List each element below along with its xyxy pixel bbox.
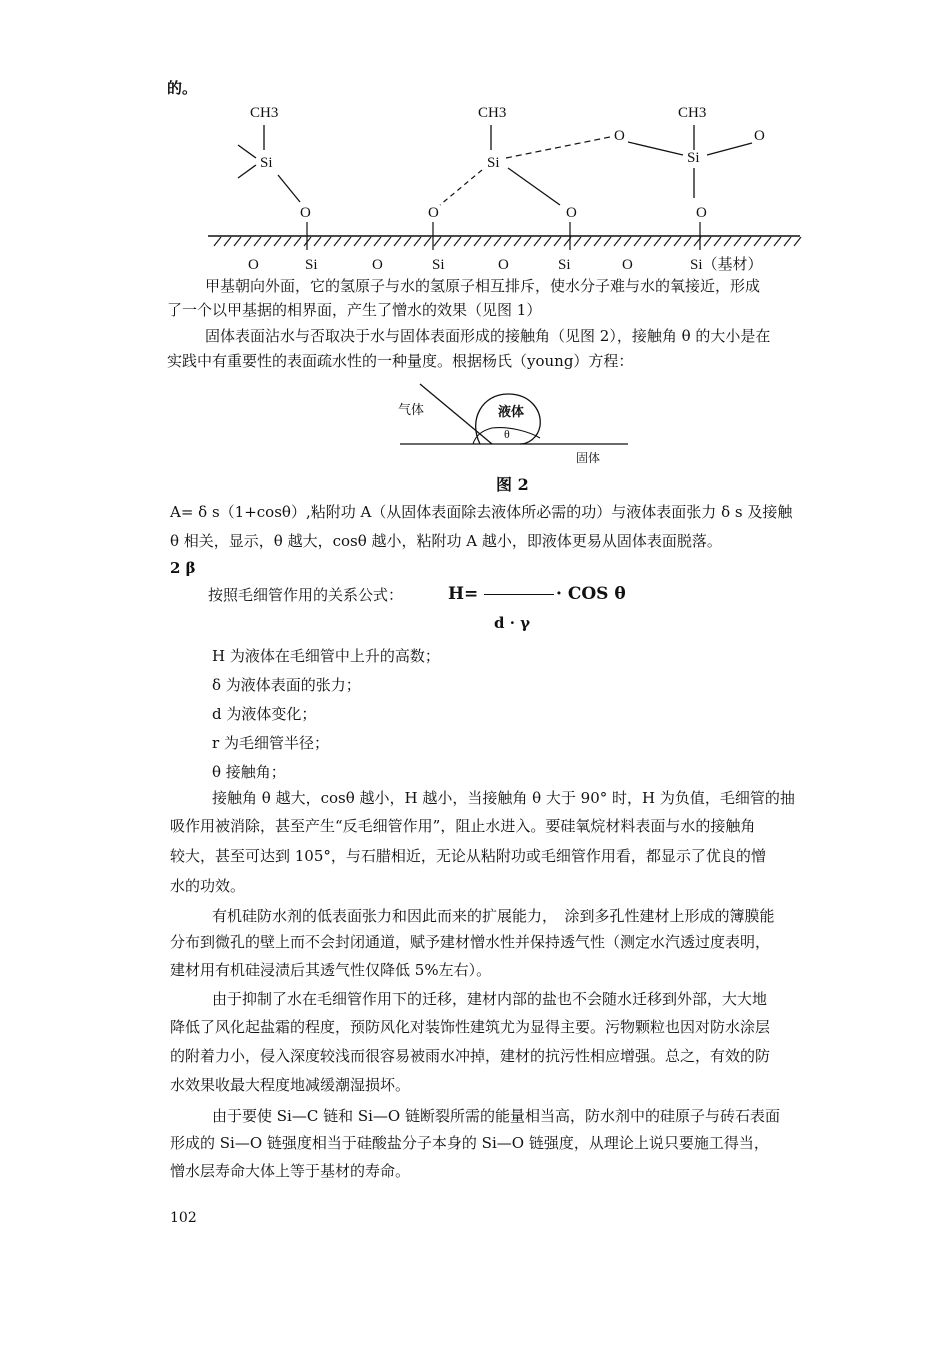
para4-line1: 接触角 θ 越大，cosθ 越小，H 越小，当接触角 θ 大于 90° 时，H 为负值，毛细管的抽 xyxy=(212,789,795,807)
o-label-si3-right: O xyxy=(754,128,765,144)
substrate-hatch-mark xyxy=(444,237,451,246)
surface-si-1: Si xyxy=(305,257,318,273)
formula-rhs: · COS θ xyxy=(556,584,626,604)
substrate-hatch-mark xyxy=(514,237,521,246)
si-label-1: Si xyxy=(260,155,273,171)
substrate-hatch-mark xyxy=(594,237,601,246)
surface-si-substrate: Si（基材） xyxy=(690,257,763,273)
o-label-2: O xyxy=(428,205,439,221)
substrate-hatch-mark xyxy=(544,237,551,246)
ch3-label-2: CH3 xyxy=(478,105,507,121)
liquid-label: 液体 xyxy=(498,404,525,419)
substrate-hatch-mark xyxy=(714,237,721,246)
substrate-hatch-mark xyxy=(524,237,531,246)
figure-2-caption: 图 2 xyxy=(496,475,529,494)
substrate-hatch-mark xyxy=(464,237,471,246)
substrate-hatch-mark xyxy=(534,237,541,246)
solid-label: 固体 xyxy=(576,451,601,465)
substrate-hatch-mark xyxy=(404,237,411,246)
substrate-hatch-mark xyxy=(244,237,251,246)
o-label-4: O xyxy=(696,205,707,221)
top-fragment: 的。 xyxy=(167,79,198,97)
substrate-hatch-mark xyxy=(284,237,291,246)
substrate-hatch-mark xyxy=(584,237,591,246)
substrate-hatch-mark xyxy=(474,237,481,246)
para3-line2: θ 相关，显示，θ 越大，cosθ 越小，粘附功 A 越小，即液体更易从固体表面脱落。 xyxy=(170,532,722,550)
substrate-hatch-mark xyxy=(354,237,361,246)
substrate-hatch-mark xyxy=(374,237,381,246)
substrate-hatch-mark xyxy=(484,237,491,246)
substrate-hatch-mark xyxy=(234,237,241,246)
substrate-hatch-mark xyxy=(364,237,371,246)
substrate-hatch-mark xyxy=(274,237,281,246)
surface-si-3: Si xyxy=(558,257,571,273)
substrate-hatch-mark xyxy=(384,237,391,246)
substrate-hatch-mark xyxy=(664,237,671,246)
para7-line3: 憎水层寿命大体上等于基材的寿命。 xyxy=(170,1162,411,1180)
para7-line1: 由于要使 Si—C 链和 Si—O 链断裂所需的能量相当高，防水剂中的硅原子与砖石表面 xyxy=(212,1107,780,1125)
para1-line1: 甲基朝向外面，它的氢原子与水的氢原子相互排斥，使水分子难与水的氧接近，形成 xyxy=(205,277,761,295)
definition-delta: δ 为液体表面的张力； xyxy=(212,676,361,694)
para4-line2: 吸作用被消除，甚至产生“反毛细管作用”，阻止水进入。要硅氧烷材料表面与水的接触角 xyxy=(170,817,756,835)
substrate-hatch-mark xyxy=(394,237,401,246)
surface-o-1: O xyxy=(248,257,259,273)
definition-r: r 为毛细管半径； xyxy=(212,734,329,752)
figure-2-contact-angle xyxy=(380,380,650,470)
formula-denominator: d · γ xyxy=(494,614,531,632)
definition-d: d 为液体变化； xyxy=(212,705,317,723)
substrate-hatch-mark xyxy=(494,237,501,246)
substrate-hatch-mark xyxy=(654,237,661,246)
para6-line2: 降低了风化起盐霜的程度，预防风化对装饰性建筑尤为显得主要。污物颗粒也因对防水涂层 xyxy=(170,1018,771,1036)
para5-line1: 有机硅防水剂的低表面张力和因此而来的扩展能力， 涂到多孔性建材上形成的簿膜能 xyxy=(212,907,775,925)
theta-label: θ xyxy=(504,427,510,441)
definition-h: H 为液体在毛细管中上升的高数； xyxy=(212,647,440,665)
substrate-hatch-mark xyxy=(454,237,461,246)
substrate-hatch-mark xyxy=(314,237,321,246)
substrate-hatch-mark xyxy=(224,237,231,246)
o-label-1: O xyxy=(300,205,311,221)
para6-line1: 由于抑制了水在毛细管作用下的迁移，建材内部的盐也不会随水迁移到外部，大大地 xyxy=(212,990,768,1008)
surface-o-4: O xyxy=(622,257,633,273)
gas-label: 气体 xyxy=(398,402,425,417)
para6-line4: 水效果收最大程度地减缓潮湿损坏。 xyxy=(170,1076,411,1094)
definition-theta: θ 接触角； xyxy=(212,763,286,781)
para3-line3: 2 β xyxy=(170,559,196,577)
substrate-hatch-mark xyxy=(704,237,711,246)
figure-1-siloxane-structure xyxy=(0,0,950,280)
substrate-hatch-mark xyxy=(214,237,221,246)
page-number: 102 xyxy=(170,1210,197,1226)
substrate-hatch-mark xyxy=(744,237,751,246)
para3-line1: A= δ s（1+cosθ）,粘附功 A（从固体表面除去液体所必需的功）与液体表面张力 δ s 及接触 xyxy=(170,503,793,521)
substrate-hatch-mark xyxy=(674,237,681,246)
substrate-hatch-mark xyxy=(554,237,561,246)
substrate-hatch-mark xyxy=(624,237,631,246)
substrate-hatch-mark xyxy=(754,237,761,246)
si-label-2: Si xyxy=(487,155,500,171)
substrate-hatch-mark xyxy=(644,237,651,246)
fraction-bar xyxy=(484,594,554,595)
substrate-hatch-mark xyxy=(294,237,301,246)
substrate-hatch-mark xyxy=(334,237,341,246)
para5-line3: 建材用有机硅浸渍后其透气性仅降低 5%左右）。 xyxy=(170,961,492,979)
ch3-label-3: CH3 xyxy=(678,105,707,121)
surface-si-2: Si xyxy=(432,257,445,273)
substrate-hatch-mark xyxy=(324,237,331,246)
substrate-hatch-mark xyxy=(734,237,741,246)
substrate-hatch-mark xyxy=(634,237,641,246)
para1-line2: 了一个以甲基据的相界面，产生了憎水的效果（见图 1） xyxy=(167,301,542,319)
substrate-hatch-mark xyxy=(434,237,441,246)
substrate-hatch-mark xyxy=(774,237,781,246)
surface-o-3: O xyxy=(498,257,509,273)
substrate-hatch-mark xyxy=(794,237,801,246)
substrate-hatch-mark xyxy=(784,237,791,246)
para4-line4: 水的功效。 xyxy=(170,877,246,895)
substrate-hatch-mark xyxy=(254,237,261,246)
para2-line2: 实践中有重要性的表面疏水性的一种量度。根据杨氏（young）方程： xyxy=(167,352,634,370)
substrate-hatch-mark xyxy=(504,237,511,246)
substrate-hatch-mark xyxy=(684,237,691,246)
para4-line3: 较大，甚至可达到 105°，与石腊相近，无论从粘附功或毛细管作用看，都显示了优良的憎 xyxy=(170,847,766,865)
o-label-bridge: O xyxy=(614,128,625,144)
o-label-3: O xyxy=(566,205,577,221)
para5-line2: 分布到微孔的壁上而不会封闭通道，赋予建材憎水性并保持透气性（测定水汽透过度表明， xyxy=(170,933,771,951)
substrate-hatch-mark xyxy=(764,237,771,246)
para7-line2: 形成的 Si—O 链强度相当于硅酸盐分子本身的 Si—O 链强度，从理论上说只要施工得当， xyxy=(170,1134,769,1152)
si-label-3: Si xyxy=(687,150,700,166)
ch3-label-1: CH3 xyxy=(250,105,279,121)
substrate-hatch-mark xyxy=(724,237,731,246)
formula-intro: 按照毛细管作用的关系公式： xyxy=(208,586,404,604)
para6-line3: 的附着力小，侵入深度较浅而很容易被雨水冲掉，建材的抗污性相应增强。总之，有效的防 xyxy=(170,1047,771,1065)
surface-o-2: O xyxy=(372,257,383,273)
substrate-hatch-mark xyxy=(414,237,421,246)
substrate-hatch-mark xyxy=(344,237,351,246)
formula-lhs: H= xyxy=(448,584,479,604)
substrate-hatch-mark xyxy=(604,237,611,246)
substrate-hatch-mark xyxy=(264,237,271,246)
substrate-hatch-mark xyxy=(614,237,621,246)
substrate-hatch-mark xyxy=(424,237,431,246)
substrate-hatch-mark xyxy=(574,237,581,246)
para2-line1: 固体表面沾水与否取决于水与固体表面形成的接触角（见图 2），接触角 θ 的大小是在 xyxy=(205,327,771,345)
